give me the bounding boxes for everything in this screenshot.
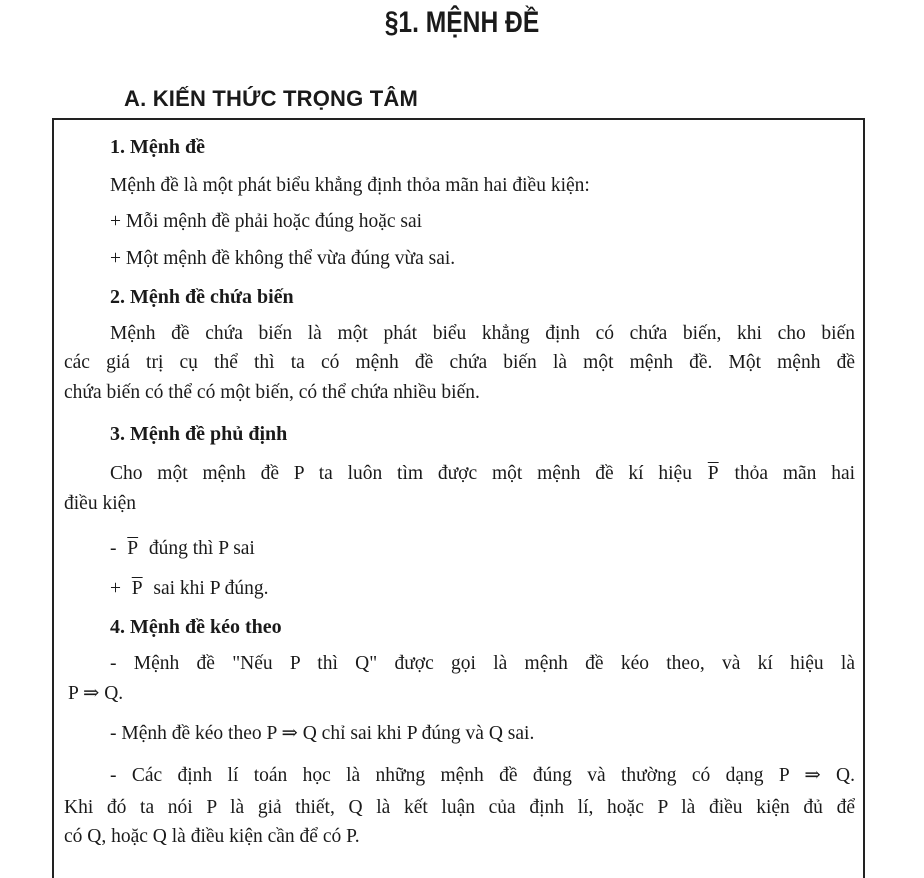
paragraph-line: Mệnh đề chứa biến là một phát biểu khẳng định có chứa biến, khi cho biến — [110, 323, 855, 344]
section-heading: A. KIẾN THỨC TRỌNG TÂM — [124, 86, 418, 111]
page-title: §1. MỆNH ĐỀ — [384, 6, 540, 39]
formula-line: P ⇒ Q. — [68, 683, 124, 704]
condition-line: + Một mệnh đề không thể vừa đúng vừa sai. — [110, 248, 456, 269]
paragraph-line: điều kiện — [64, 493, 137, 514]
paragraph-line: có Q, hoặc Q là điều kiện cần để có P. — [64, 826, 360, 847]
heading-menh-de-phu-dinh: 3. Mệnh đề phủ định — [110, 423, 288, 445]
paragraph-line: Mệnh đề là một phát biểu khẳng định thỏa mãn hai điều kiện: — [110, 175, 590, 196]
text-fragment: Cho một mệnh đề P ta luôn tìm được một mệnh đề kí hiệu — [110, 463, 692, 484]
list-item-text: sai khi P đúng. — [153, 578, 269, 599]
list-item — [110, 577, 919, 601]
heading-menh-de-chua-bien: 2. Mệnh đề chứa biến — [110, 286, 294, 308]
bullet-prefix: - — [110, 538, 117, 559]
list-item — [110, 537, 919, 561]
paragraph-line: chứa biến có thể có một biến, có thể chứa nhiều biến. — [64, 382, 480, 403]
negation-symbol: $\overline{P}$ — [127, 538, 139, 559]
paragraph-line: - Mệnh đề kéo theo P ⇒ Q chỉ sai khi P đúng và Q sai. — [110, 723, 535, 744]
negation-symbol: $\overline{P}$ — [707, 463, 719, 484]
paragraph-line: - Các định lí toán học là những mệnh đề đúng và thường có dạng P ⇒ Q. — [110, 765, 855, 786]
heading-menh-de: 1. Mệnh đề — [110, 136, 205, 158]
text-fragment: thỏa mãn hai — [734, 463, 856, 484]
condition-line: + Mỗi mệnh đề phải hoặc đúng hoặc sai — [110, 211, 423, 232]
list-item-text: đúng thì P sai — [148, 538, 255, 559]
paragraph-line: các giá trị cụ thể thì ta có mệnh đề chứa biến là một mệnh đề. Một mệnh đề — [64, 352, 855, 373]
negation-symbol: $\overline{P}$ — [131, 578, 143, 599]
paragraph-line: Khi đó ta nói P là giả thiết, Q là kết luận của định lí, hoặc P là điều kiện đủ để — [64, 797, 855, 818]
paragraph-line: - Mệnh đề "Nếu P thì Q" được gọi là mệnh đề kéo theo, và kí hiệu là — [110, 653, 855, 674]
bullet-prefix: + — [110, 578, 121, 599]
paragraph-line — [110, 462, 855, 486]
content-box — [52, 118, 865, 878]
heading-menh-de-keo-theo: 4. Mệnh đề kéo theo — [110, 616, 282, 638]
